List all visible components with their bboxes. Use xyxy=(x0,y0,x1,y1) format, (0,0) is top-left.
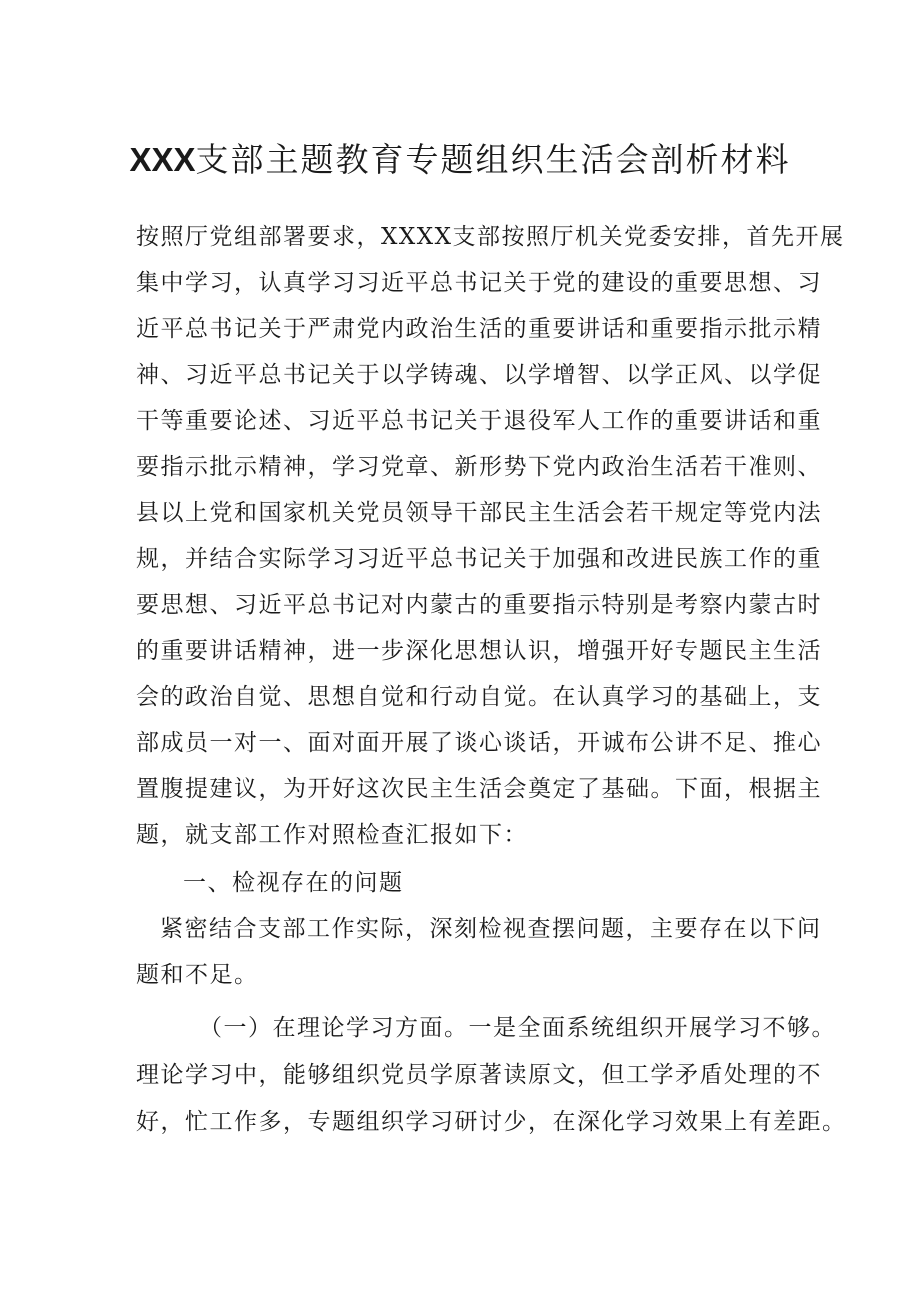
paragraph-line: 理论学习中，能够组织党员学原著读原文，但工学矛盾处理的不 xyxy=(136,1062,822,1088)
paragraph-line: 紧密结合支部工作实际，深刻检视查摆问题，主要存在以下问 xyxy=(160,916,822,942)
paragraph-line: 置腹提建议，为开好这次民主生活会奠定了基础。下面，根据主 xyxy=(136,776,822,802)
paragraph-line: 题，就支部工作对照检查汇报如下： xyxy=(136,822,528,848)
paragraph-line: 按照厅党组部署要求，XXXX支部按照厅机关党委安排，首先开展 xyxy=(136,224,845,250)
paragraph-line: 要思想、习近平总书记对内蒙古的重要指示特别是考察内蒙古时 xyxy=(136,592,822,618)
paragraph-line: 规，并结合实际学习习近平总书记关于加强和改进民族工作的重 xyxy=(136,546,822,572)
paragraph-line: 神、习近平总书记关于以学铸魂、以学增智、以学正风、以学促 xyxy=(136,362,822,388)
document-title xyxy=(0,138,920,182)
paragraph-line: 会的政治自觉、思想自觉和行动自觉。在认真学习的基础上，支 xyxy=(136,684,822,710)
paragraph-line: 县以上党和国家机关党员领导干部民主生活会若干规定等党内法 xyxy=(136,500,822,526)
title-text: 支部主题教育专题组织生活会剖析材料 xyxy=(195,140,791,179)
subsection-line: （一）在理论学习方面。一是全面系统组织开展学习不够。 xyxy=(199,1015,836,1041)
paragraph-line: 题和不足。 xyxy=(136,962,259,988)
paragraph-line: 集中学习，认真学习习近平总书记关于党的建设的重要思想、习 xyxy=(136,270,822,296)
paragraph-line: 的重要讲话精神，进一步深化思想认识，增强开好专题民主生活 xyxy=(136,638,822,664)
paragraph-line: 近平总书记关于严肃党内政治生活的重要讲话和重要指示批示精 xyxy=(136,316,822,342)
paragraph-line: 好，忙工作多，专题组织学习研讨少，在深化学习效果上有差距。 xyxy=(136,1109,847,1135)
paragraph-line: 干等重要论述、习近平总书记关于退役军人工作的重要讲话和重 xyxy=(136,408,822,434)
paragraph-line: 部成员一对一、面对面开展了谈心谈话，开诚布公讲不足、推心 xyxy=(136,730,822,756)
section-heading: 一、检视存在的问题 xyxy=(183,870,404,896)
title-prefix: XXX xyxy=(129,141,196,178)
paragraph-line: 要指示批示精神，学习党章、新形势下党内政治生活若干准则、 xyxy=(136,454,822,480)
